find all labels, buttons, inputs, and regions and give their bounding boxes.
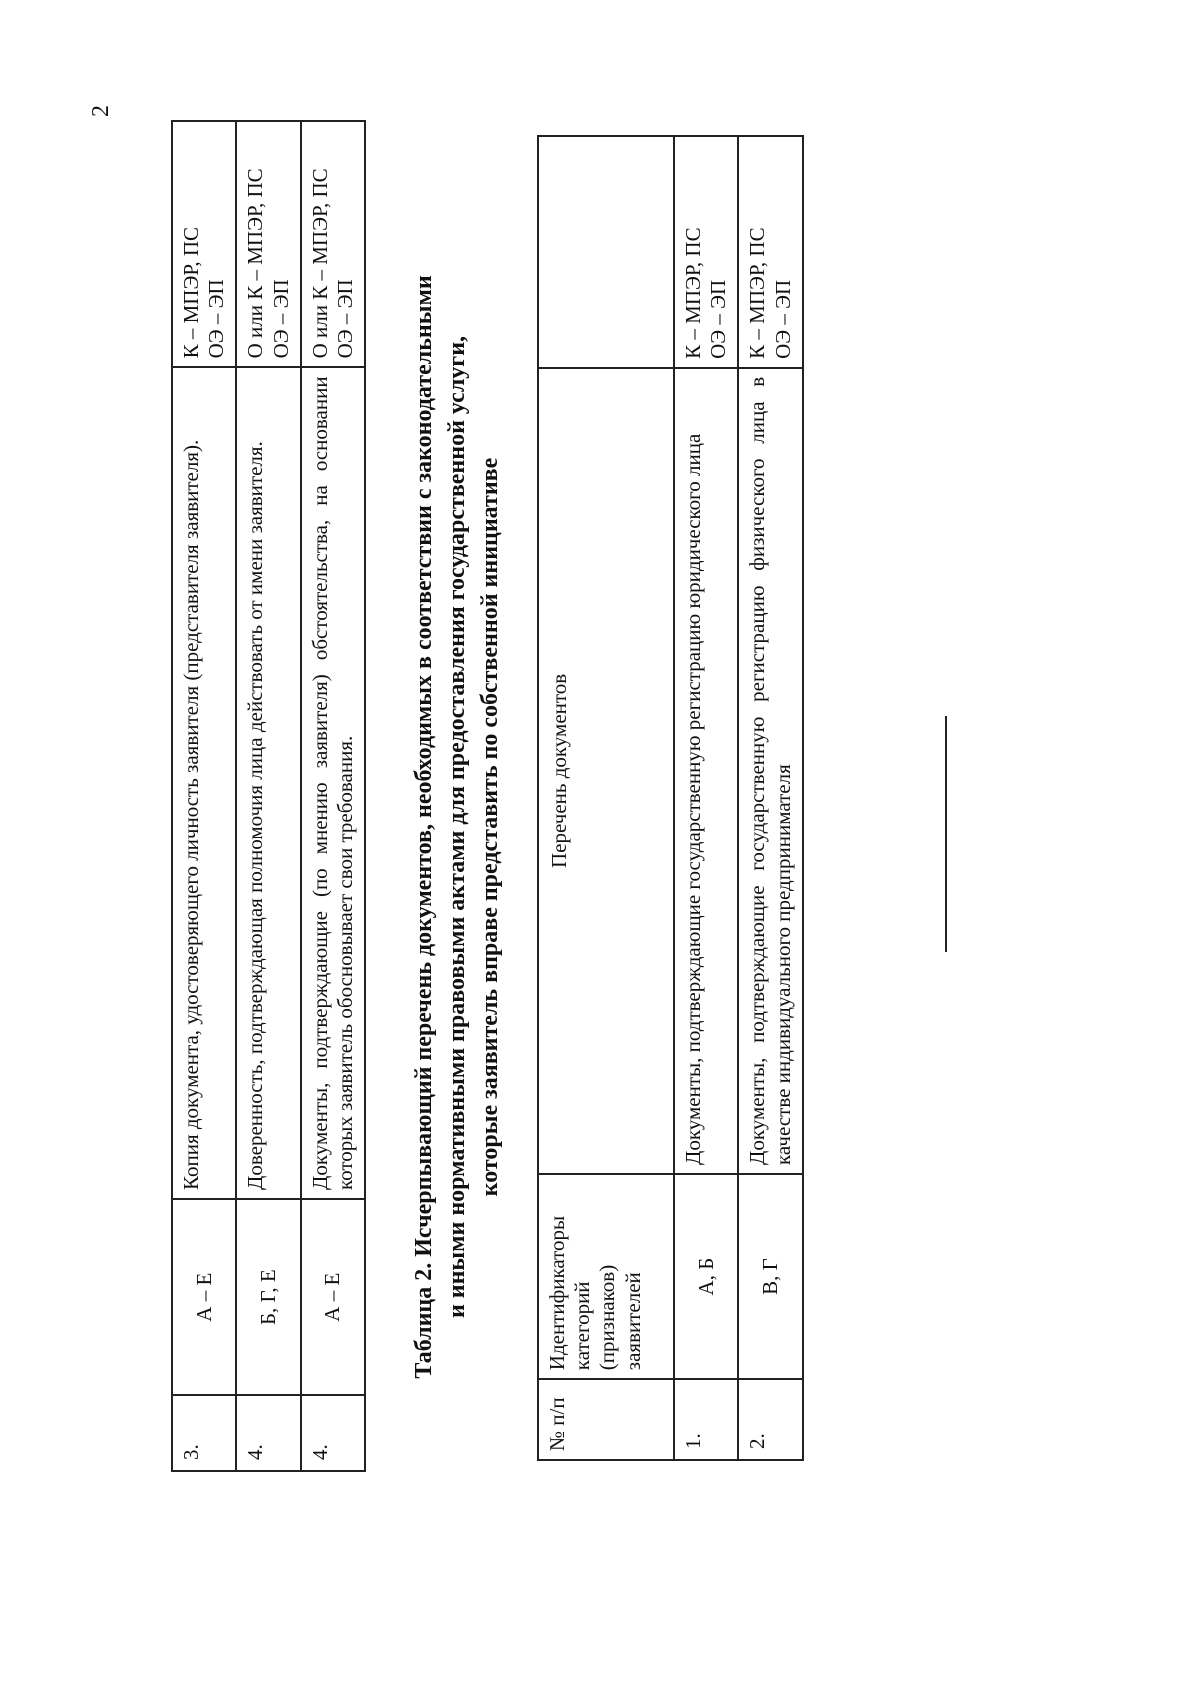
separator-line <box>945 716 947 952</box>
submission-form <box>738 136 802 368</box>
header-categories: Идентификаторы категорий (признаков) заявителей <box>538 1174 674 1379</box>
title-line: Таблица 2. Исчерпывающий перечень документов, необходимых в соответствии с законодательными <box>411 275 437 1379</box>
table-row <box>674 136 738 1460</box>
table-row <box>172 121 236 1471</box>
documents-table-continued <box>171 120 366 1472</box>
form-line: К – МПЭР, ПС <box>745 227 770 359</box>
header-form <box>538 136 674 368</box>
table-header-row <box>538 136 674 1460</box>
row-number: 2. <box>738 1379 802 1460</box>
table-row <box>301 121 365 1471</box>
applicant-categories: Б, Г, Е <box>236 1199 300 1395</box>
form-line: ОЭ – ЭП <box>770 279 795 359</box>
submission-form <box>172 121 236 367</box>
form-line: К – МПЭР, ПС <box>681 227 705 359</box>
applicant-categories: В, Г <box>738 1174 802 1379</box>
title-line: которые заявитель вправе представить по собственной инициативе <box>477 457 504 1197</box>
document-description: Документы, подтверждающие государственную регистрацию юридического лица <box>674 368 738 1174</box>
title-line: и иными нормативными правовыми актами для предоставления государственной услуги, <box>444 335 471 1319</box>
row-number: 1. <box>674 1379 738 1460</box>
form-line: К – МПЭР, ПС <box>179 226 203 359</box>
table-row <box>236 121 300 1471</box>
submission-form <box>301 121 365 367</box>
row-number: 4. <box>301 1395 365 1471</box>
row-number: 4. <box>236 1395 300 1471</box>
applicant-categories: А – Е <box>172 1199 236 1395</box>
row-number: 3. <box>172 1395 236 1471</box>
header-number: № п/п <box>538 1379 674 1460</box>
table-row <box>738 136 802 1460</box>
document-description: Доверенность, подтверждающая полномочия лица действовать от имени заявителя. <box>236 367 300 1199</box>
form-line: О или К – МПЭР, ПС <box>307 168 332 359</box>
form-line: ОЭ – ЭП <box>332 279 357 359</box>
form-line: ОЭ – ЭП <box>268 279 293 359</box>
submission-form <box>236 121 300 367</box>
applicant-categories: А, Б <box>674 1174 738 1379</box>
page-number: 2 <box>88 105 114 117</box>
form-line: О или К – МПЭР, ПС <box>243 168 268 359</box>
document-description: Документы, подтверждающие (по мнению заявителя) обстоятельства, на основании которых заявитель обосновывает свои требования. <box>301 367 365 1199</box>
form-line: ОЭ – ЭП <box>706 279 731 359</box>
form-line: ОЭ – ЭП <box>204 279 229 359</box>
submission-form <box>674 136 738 368</box>
applicant-categories: А – Е <box>301 1199 365 1395</box>
document-description: Документы, подтверждающие государственную регистрацию физического лица в качестве индивидуального предпринимателя <box>738 368 802 1174</box>
table-2-title <box>408 127 507 1527</box>
document-description: Копия документа, удостоверяющего личность заявителя (представителя заявителя). <box>172 367 236 1199</box>
optional-documents-table <box>537 135 804 1461</box>
header-documents: Перечень документов <box>538 368 674 1174</box>
